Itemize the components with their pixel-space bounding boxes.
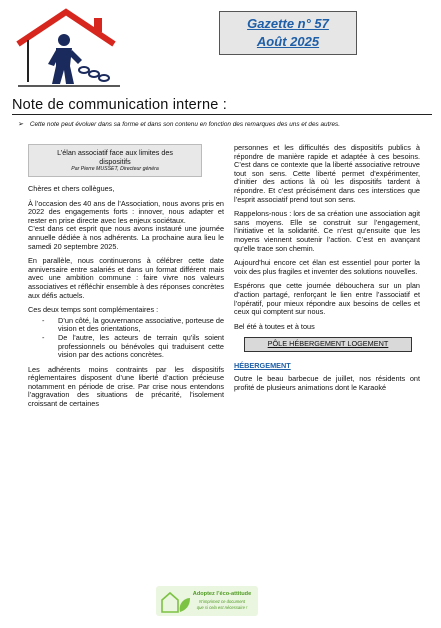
bullet-list bbox=[42, 317, 224, 360]
gazette-number: Gazette n° 57 bbox=[247, 16, 329, 31]
list-item: - De l’autre, les acteurs de terrain qu’ils soient professionnels ou bénévoles qui traduisent cette vision par des actions concrètes. bbox=[42, 332, 224, 360]
right-column bbox=[234, 144, 420, 399]
left-column bbox=[28, 144, 224, 415]
remember-paragraph: Rappelons-nous : lors de sa création une association agit sans moyens. Elle se construit sur l’engagement, l’initiative et la solidarité. Ce n’est qu’ensuite que les moyens viennent soutenir l’action. C’est en avançant qu’elle trace son chemin. bbox=[234, 209, 420, 253]
complementary-paragraph: Ces deux temps sont complémentaires : bbox=[28, 305, 159, 315]
hope-paragraph: Espérons que cette journée débouchera sur un plan d’action partagé, renforçant le lien entre l’associatif et l’opératif, pour mieux répondre aux besoins de celles et ceux qui comptent sur nous. bbox=[234, 281, 420, 317]
today-paragraph: Aujourd’hui encore cet élan est essentiel pour porter la voix des plus fragiles et inventer des solutions nouvelles. bbox=[234, 258, 420, 276]
eco-line1: N’imprimez ce document bbox=[198, 599, 246, 604]
pole-heading: PÔLE HÉBERGEMENT LOGEMENT bbox=[244, 337, 412, 352]
note-subtitle-text: Cette note peut évoluer dans sa forme et dans son contenu en fonction des remarques des uns et des autres. bbox=[29, 121, 341, 128]
article-author: Par Pierre MUSSET, Directeur généra bbox=[71, 166, 159, 172]
gazette-date: Août 2025 bbox=[256, 34, 320, 49]
eco-attitude-badge bbox=[156, 586, 258, 616]
eco-title: Adoptez l’éco-attitude bbox=[192, 591, 252, 597]
article-title-line2: dispositifs bbox=[99, 157, 131, 166]
arrow-bullet-icon: ➢ bbox=[18, 121, 24, 128]
association-logo bbox=[8, 6, 128, 92]
gazette-header bbox=[219, 11, 357, 55]
anniversary-paragraph: À l’occasion des 40 ans de l’Association, nous avons pris en 2022 des engagements forts : innover, nous adapter et rester en prise directe avec les enjeux sociétaux. bbox=[28, 198, 224, 225]
parallel-paragraph: En parallèle, nous continuerons à célébrer cette date anniversaire entre salariés et dans un format différent mais avec une ambition commune : faire vivre nos valeurs associatives et réfléchir ensemble à des réponses concrètes aux défis actuels. bbox=[28, 256, 224, 300]
eco-line2: que si cela est nécessaire ! bbox=[196, 605, 248, 610]
note-title: Note de communication interne : bbox=[12, 97, 432, 115]
closing-paragraph: Bel été à toutes et à tous bbox=[234, 321, 315, 331]
crisis-paragraph: Les adhérents moins contraints par les dispositifs réglementaires disposent d’une liberté d’action précieuse notamment en période de crise. Par crise nous entendons l’aggravation des situations de précarité, l’isolement croissant de certaines bbox=[28, 364, 224, 409]
greeting-paragraph: Chères et chers collègues, bbox=[28, 184, 115, 193]
members-day-paragraph: C’est dans cet esprit que nous avons instauré une journée annuelle dédiée à nos adhérents. La prochaine aura lieu le samedi 20 septembre 2025. bbox=[28, 224, 224, 251]
article-title-line1: L’élan associatif face aux limites des bbox=[57, 148, 173, 157]
hebergement-paragraph: Outre le beau barbecue de juillet, nos résidents ont profité de plusieurs animations dont le Karaoké bbox=[234, 374, 420, 393]
liberty-paragraph: personnes et les difficultés des dispositifs publics à répondre de manière rapide et adaptée à ces besoins. C’est dans ce contexte que la liberté associative retrouve tout son sens. Cette liberté permet d’expérimenter, d’initier des actions là où les dispositifs tardent à répondre. Et c’est précisément dans ces interstices que l’esprit associatif prend tout son sens. bbox=[234, 143, 420, 204]
section-title: HÉBERGEMENT bbox=[234, 360, 291, 370]
article-header-box bbox=[28, 144, 202, 177]
list-item: - D’un côté, la gouvernance associative, porteuse de vision et des orientations, bbox=[42, 315, 224, 334]
note-subtitle bbox=[18, 120, 438, 128]
